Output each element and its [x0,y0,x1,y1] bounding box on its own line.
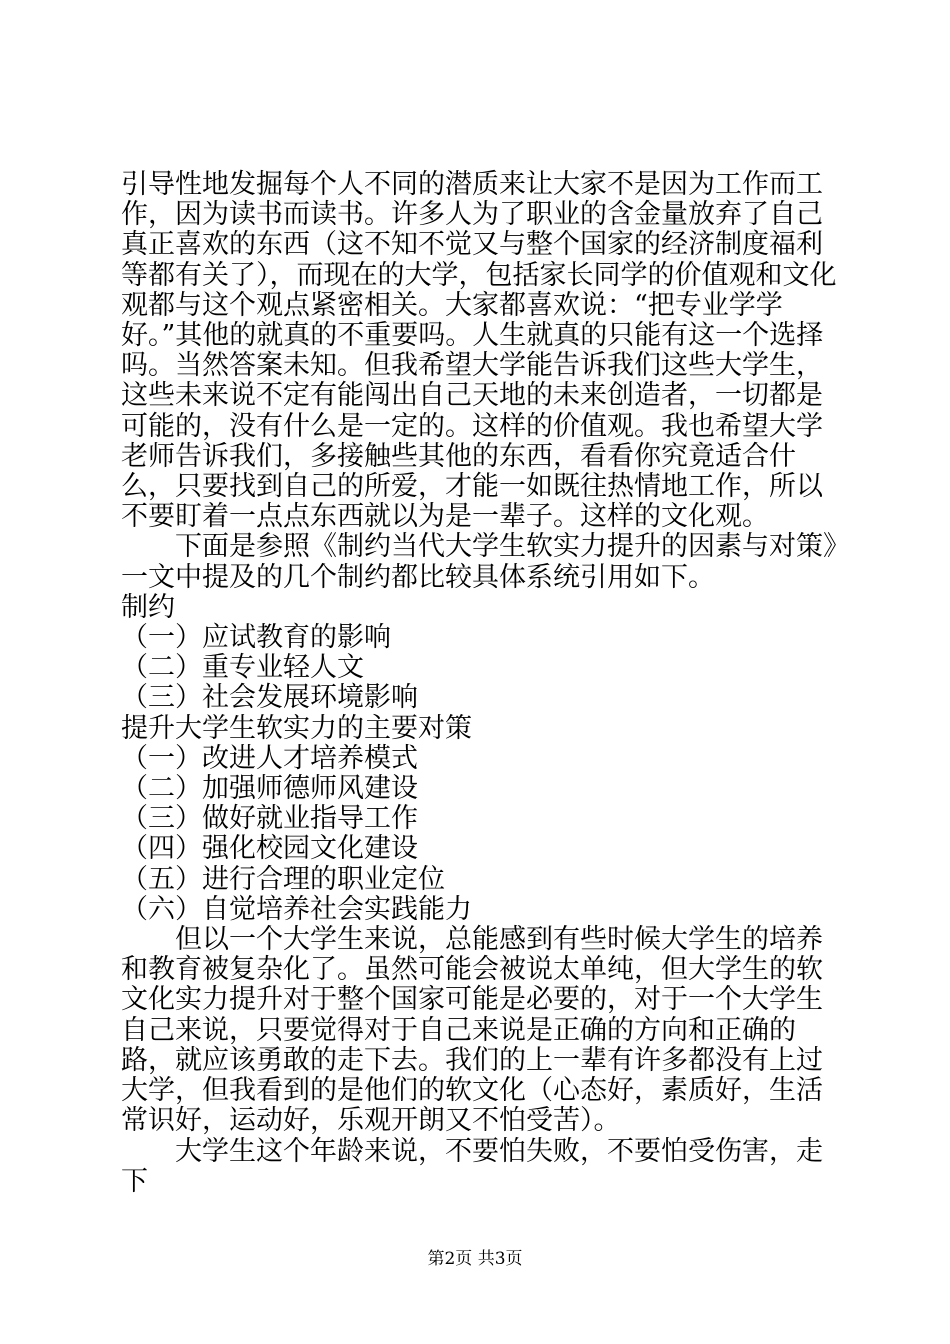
constraint-item-2: （二）重专业轻人文 [121,652,364,684]
measures-heading: 提升大学生软实力的主要对策 [121,712,472,744]
measure-item-2: （二）加强师德师风建设 [121,773,418,805]
paragraph-2: 下面是参照《制约当代大学生软实力提升的因素与对策》一文中提及的几个制约都比较具体系统引用如下。 [121,531,837,593]
paragraph-3: 但以一个大学生来说，总能感到有些时候大学生的培养和教育被复杂化了。虽然可能会被说太单纯，但大学生的软文化实力提升对于整个国家可能是必要的，对于一个大学生自己来说，只要觉得对于自己来说是正确的方向和正确的路，就应该勇敢的走下去。我们的上一辈有许多都没有上过大学，但我看到的是他们的软文化（心态好，素质好，生活常识好，运动好，乐观开朗又不怕受苦）。 [121,924,823,1137]
measure-item-5: （五）进行合理的职业定位 [121,863,445,895]
paragraph-1: 引导性地发掘每个人不同的潜质来让大家不是因为工作而工作，因为读书而读书。许多人为了职业的含金量放弃了自己真正喜欢的东西（这不知不觉又与整个国家的经济制度福利等都有关了），而现在的大学，包括家长同学的价值观和文化观都与这个观点紧密相关。大家都喜欢说：“把专业学学好。”其他的就真的不重要吗。人生就真的只能有这一个选择吗。当然答案未知。但我希望大学能告诉我们这些大学生，这些未来说不定有能闯出自己天地的未来创造者，一切都是可能的，没有什么是一定的。这样的价值观。我也希望大学老师告诉我们，多接触些其他的东西，看看你究竟适合什么，只要找到自己的所爱，才能一如既往热情地工作，所以不要盯着一点点东西就以为是一辈子。这样的文化观。 [121,169,837,533]
measure-item-6: （六）自觉培养社会实践能力 [121,893,472,925]
measure-item-3: （三）做好就业指导工作 [121,803,418,835]
constraints-heading: 制约 [121,591,175,623]
measure-item-1: （一）改进人才培养模式 [121,742,418,774]
measure-item-4: （四）强化校园文化建设 [121,833,418,865]
paragraph-4: 大学生这个年龄来说，不要怕失败，不要怕受伤害，走下 [121,1135,823,1197]
constraint-item-1: （一）应试教育的影响 [121,622,391,654]
constraint-item-3: （三）社会发展环境影响 [121,682,418,714]
document-body [121,170,841,1197]
page-number-footer: 第2页 共3页 [427,1249,523,1269]
